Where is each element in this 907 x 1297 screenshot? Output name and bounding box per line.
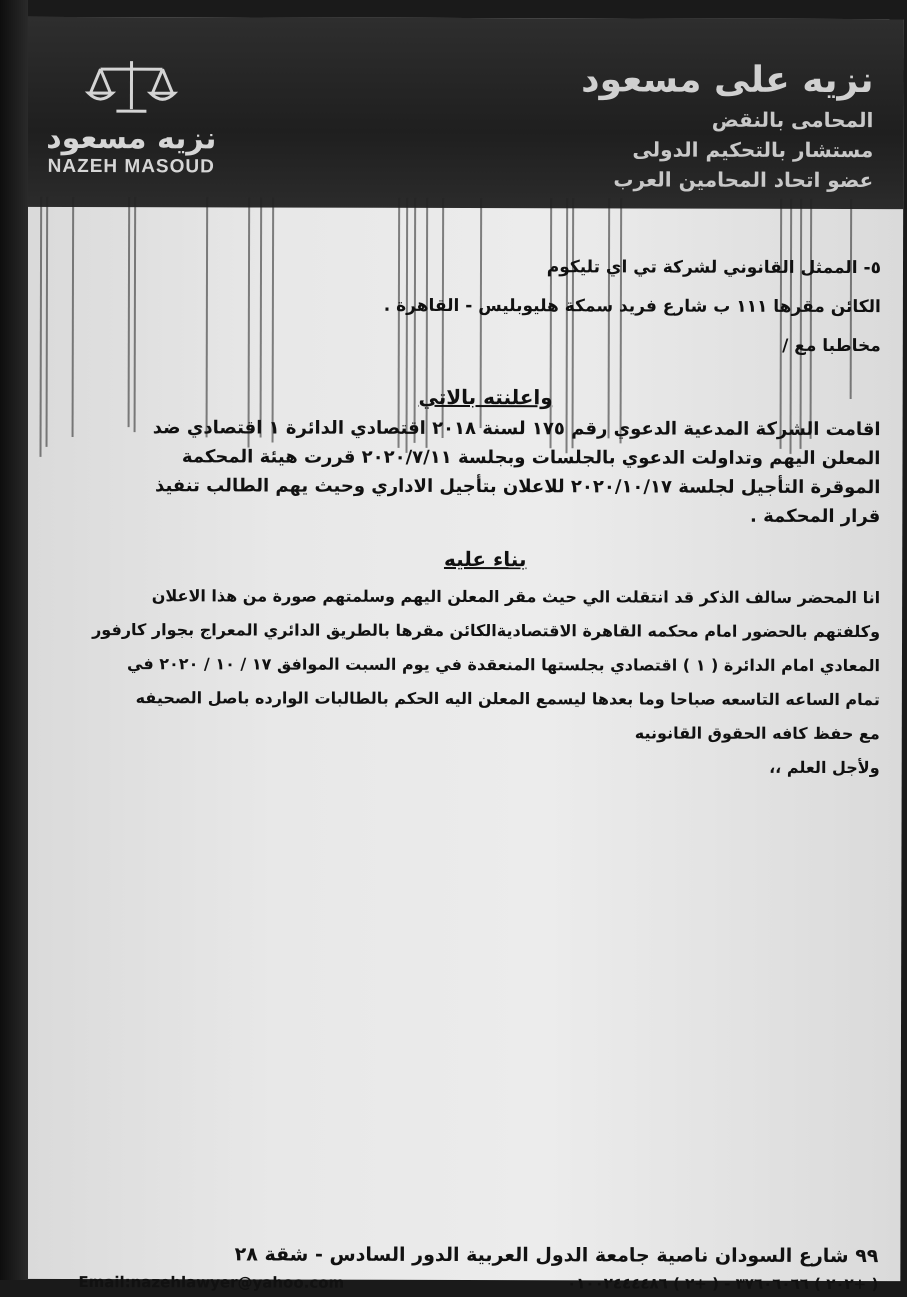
notice-line: قرار المحكمة . xyxy=(90,500,880,531)
document-page xyxy=(8,17,903,1281)
notice-body xyxy=(90,253,881,785)
letterhead-footer xyxy=(78,1239,878,1297)
scales-of-justice-icon xyxy=(86,57,176,117)
accordingly-line: مع حفظ كافه الحقوق القانونيه xyxy=(90,715,880,751)
title-union: عضو اتحاد المحامين العرب xyxy=(513,164,873,195)
lawyer-name: نزيه على مسعود xyxy=(513,56,873,105)
email-text: Email:nazehlawyer@yahoo.com xyxy=(78,1269,344,1296)
accordingly-line: المعادي امام الدائرة ( ١ ) اقتصادي بجلستها المنعقدة في يوم السبت الموافق ١٧ / ١٠ / ٢٠٢٠ في xyxy=(90,647,880,683)
defendant-address: الكائن مقرها ١١١ ب شارع فريد سمكة هليوبليس - القاهرة . xyxy=(91,292,881,320)
accordingly-heading: بناء عليه xyxy=(90,541,880,577)
accordingly-line: وكلفتهم بالحضور امام محكمه القاهرة الاقتصاديةالكائن مقرها بالطريق الدائري المعراج بجوار كارفور xyxy=(90,613,880,649)
logo-name-arabic: نزيه مسعود xyxy=(41,121,221,156)
logo xyxy=(41,57,221,197)
accordingly-line: انا المحضر سالف الذكر قد انتقلت الي حيث مقر المعلن اليهم وسلمتهم صورة من هذا الاعلان xyxy=(90,579,880,615)
office-address: ٩٩ شارع السودان ناصية جامعة الدول العربية الدور السادس - شقة ٢٨ xyxy=(78,1239,878,1271)
notice-line: اقامت الشركة المدعية الدعوي رقم ١٧٥ لسنة ٢٠١٨ اقتصادي الدائرة ١ اقتصادي ضد xyxy=(91,413,881,444)
title-cassation: المحامى بالنقض xyxy=(513,104,873,135)
phone-numbers: ( +٢٠٢ ) ٣٧٦٠٦٠٦٦ - ( +٢ ) ٠١٠٠٢٤٤٤٤٨٦ xyxy=(567,1270,878,1297)
notice-line: المعلن اليهم وتداولت الدعوي بالجلسات وبجلسة ٢٠٢٠/٧/١١ قررت هيئة المحكمة xyxy=(90,442,880,473)
accordingly-line: تمام الساعه التاسعه صباحا وما بعدها ليسمع المعلن اليه الحكم بالطالبات الوارده باصل الصحيفه xyxy=(90,681,880,717)
title-arbitration: مستشار بالتحكيم الدولى xyxy=(513,134,873,165)
contact-line xyxy=(78,1269,878,1297)
scanner-edge xyxy=(0,0,28,1280)
notice-heading: واعلنته بالاتي xyxy=(91,379,881,415)
closing-line: ولأجل العلم ،، xyxy=(90,749,880,785)
defendant-5: ٥- الممثل القانوني لشركة تي اي تليكوم xyxy=(91,253,881,281)
notice-line: الموقرة التأجيل لجلسة ٢٠٢٠/١٠/١٧ للاعلان بتأجيل الاداري وحيث يهم الطالب تنفيذ xyxy=(90,471,880,502)
addressee-line: مخاطبا مع / xyxy=(91,331,881,359)
lawyer-credentials xyxy=(513,56,873,195)
letterhead xyxy=(11,17,903,209)
logo-name-english: NAZEH MASOUD xyxy=(41,156,221,178)
